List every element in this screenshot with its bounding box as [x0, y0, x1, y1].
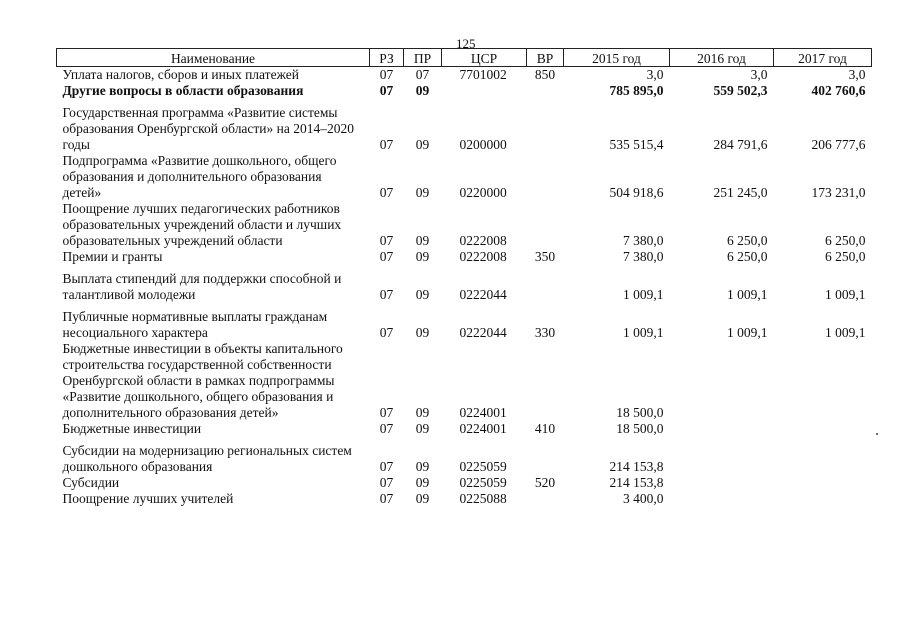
row-2017: 1 009,1 [825, 325, 866, 340]
row-2016: 1 009,1 [727, 325, 768, 340]
row-2015: 7 380,0 [623, 249, 664, 264]
row-rz: 07 [379, 405, 394, 420]
row-2015: 3,0 [646, 67, 664, 82]
header-vr: ВР [527, 49, 564, 67]
row-csr: 0224001 [459, 421, 507, 436]
row-2015: 535 515,4 [609, 137, 664, 152]
header-rz: РЗ [370, 49, 404, 67]
row-csr: 0220000 [459, 185, 507, 200]
row-rz: 07 [379, 459, 394, 474]
header-2016: 2016 год [670, 49, 774, 67]
row-name: Выплата стипендий для поддержки способной и талантливой молодежи [62, 271, 342, 302]
row-2017: 3,0 [848, 67, 866, 82]
row-2015: 7 380,0 [623, 233, 664, 248]
row-2016: 559 502,3 [713, 83, 768, 98]
row-pr: 09 [415, 185, 430, 200]
row-2016 [670, 437, 774, 475]
row-name: Поощрение лучших учителей [62, 491, 234, 506]
row-2015: 1 009,1 [623, 287, 664, 302]
row-name: Премии и гранты [62, 249, 163, 264]
row-csr: 0225088 [459, 491, 507, 506]
row-vr [527, 491, 564, 507]
row-2016 [670, 421, 774, 437]
row-name: Другие вопросы в области образования [62, 83, 304, 98]
row-name: Поощрение лучших педагогических работников образовательных учреждений области и лучших образовательных учреждений области [62, 201, 342, 248]
row-csr: 0222008 [459, 233, 507, 248]
row-csr: 0200000 [459, 137, 507, 152]
row-csr: 0222044 [459, 287, 507, 302]
row-2017 [774, 421, 872, 437]
row-csr: 0225059 [459, 475, 507, 490]
header-2015: 2015 год [564, 49, 670, 67]
row-2016: 1 009,1 [727, 287, 768, 302]
table-row [57, 437, 872, 475]
row-2017 [774, 437, 872, 475]
page-number: 125 [456, 36, 476, 51]
row-2017 [774, 475, 872, 491]
row-rz: 07 [379, 137, 394, 152]
row-pr: 09 [415, 137, 430, 152]
row-2017: 206 777,6 [811, 137, 866, 152]
row-2015: 504 918,6 [609, 185, 664, 200]
row-2016: 6 250,0 [727, 249, 768, 264]
row-csr [442, 83, 527, 99]
row-pr: 07 [415, 67, 430, 82]
row-pr: 09 [415, 287, 430, 302]
row-2016: 6 250,0 [727, 233, 768, 248]
row-name: Бюджетные инвестиции [62, 421, 202, 436]
row-rz: 07 [379, 421, 394, 436]
table-row [57, 265, 872, 303]
row-2017: 6 250,0 [825, 249, 866, 264]
row-2017 [774, 341, 872, 421]
row-2016: 3,0 [750, 67, 768, 82]
row-2017: 1 009,1 [825, 287, 866, 302]
row-2017: 173 231,0 [811, 185, 866, 200]
row-pr: 09 [415, 83, 430, 98]
row-pr: 09 [415, 325, 430, 340]
table-row [57, 421, 872, 437]
header-csr: ЦСР [442, 49, 527, 67]
row-rz: 07 [379, 491, 394, 506]
row-name: Субсидии [62, 475, 120, 490]
row-rz: 07 [379, 249, 394, 264]
row-2016 [670, 475, 774, 491]
row-2017: 6 250,0 [825, 233, 866, 248]
row-vr [527, 153, 564, 201]
row-name: Уплата налогов, сборов и иных платежей [62, 67, 299, 82]
row-pr: 09 [415, 405, 430, 420]
row-2015: 1 009,1 [623, 325, 664, 340]
row-2016: 284 791,6 [713, 137, 768, 152]
row-rz: 07 [379, 287, 394, 302]
row-rz: 07 [379, 185, 394, 200]
row-pr: 09 [415, 491, 430, 506]
table-row [57, 303, 872, 341]
row-csr: 0222008 [459, 249, 507, 264]
row-vr [527, 201, 564, 249]
table-row [57, 153, 872, 201]
header-name: Наименование [57, 49, 370, 67]
row-2015: 785 895,0 [609, 83, 664, 98]
row-2016: 251 245,0 [713, 185, 768, 200]
row-vr: 410 [534, 421, 556, 436]
row-pr: 09 [415, 459, 430, 474]
header-2017: 2017 год [774, 49, 872, 67]
row-name: Субсидии на модернизацию региональных систем дошкольного образования [62, 443, 352, 474]
table-row [57, 201, 872, 249]
row-vr: 850 [534, 67, 556, 82]
row-name: Публичные нормативные выплаты гражданам несоциального характера [62, 309, 328, 340]
table-row [57, 249, 872, 265]
row-2015: 214 153,8 [609, 459, 664, 474]
row-rz: 07 [379, 83, 394, 98]
row-pr: 09 [415, 475, 430, 490]
table-row [57, 99, 872, 153]
row-csr: 0225059 [459, 459, 507, 474]
row-pr: 09 [415, 233, 430, 248]
table-header-row [57, 49, 872, 67]
table-row [57, 67, 872, 84]
table-row [57, 491, 872, 507]
row-2015: 18 500,0 [616, 405, 664, 420]
row-vr: 330 [534, 325, 556, 340]
row-rz: 07 [379, 325, 394, 340]
row-2017: 402 760,6 [811, 83, 866, 98]
header-pr: ПР [404, 49, 442, 67]
row-2015: 214 153,8 [609, 475, 664, 490]
row-vr: 520 [534, 475, 556, 490]
table-row [57, 83, 872, 99]
row-2015: 18 500,0 [616, 421, 664, 436]
row-vr [527, 437, 564, 475]
row-vr: 350 [534, 249, 556, 264]
row-2016 [670, 491, 774, 507]
row-csr: 0222044 [459, 325, 507, 340]
row-rz: 07 [379, 475, 394, 490]
row-2016 [670, 341, 774, 421]
row-csr: 0224001 [459, 405, 507, 420]
row-rz: 07 [379, 233, 394, 248]
row-vr [527, 265, 564, 303]
table-body [57, 67, 872, 508]
row-name: Бюджетные инвестиции в объекты капитального строительства государственной собственности Оренбургской области в рамках подпрограммы «Развитие дошкольного, общего образования и дополнительного образования детей» [62, 341, 343, 420]
row-vr [527, 83, 564, 99]
budget-table [56, 48, 872, 507]
row-name: Подпрограмма «Развитие дошкольного, общего образования и дополнительного образования детей» [62, 153, 337, 200]
row-vr [527, 99, 564, 153]
row-rz: 07 [379, 67, 394, 82]
table-row [57, 475, 872, 491]
scan-speck [876, 433, 878, 435]
row-2015: 3 400,0 [623, 491, 664, 506]
table-row [57, 341, 872, 421]
row-vr [527, 341, 564, 421]
row-2017 [774, 491, 872, 507]
row-name: Государственная программа «Развитие системы образования Оренбургской области» на 2014–2020 годы [62, 105, 355, 152]
row-csr: 7701002 [459, 67, 507, 82]
row-pr: 09 [415, 421, 430, 436]
row-pr: 09 [415, 249, 430, 264]
